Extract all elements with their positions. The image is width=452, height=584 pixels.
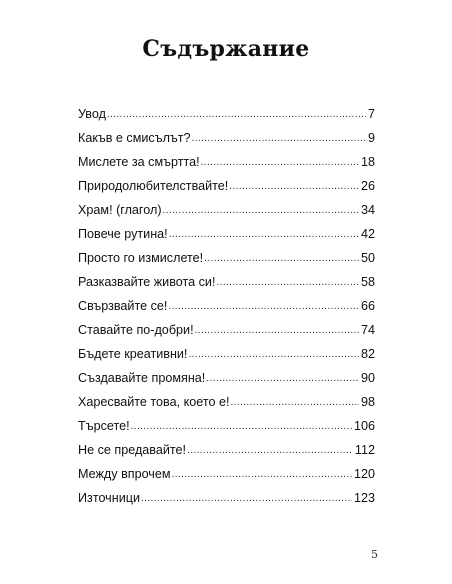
toc-entry-label: Какъв е смисълът? [78, 131, 191, 145]
toc-entry-page: 18 [360, 155, 375, 169]
toc-entry [78, 490, 375, 514]
toc-entry [78, 466, 375, 490]
toc-entry-page: 9 [367, 131, 375, 145]
page-number: 5 [371, 548, 378, 561]
dot-leader [204, 250, 359, 262]
toc-entry [78, 106, 375, 130]
toc-entry-label: Между впрочем [78, 467, 171, 481]
table-of-contents [78, 106, 375, 514]
toc-entry-page: 90 [360, 371, 375, 385]
toc-entry-label: Мислете за смъртта! [78, 155, 200, 169]
dot-leader [216, 274, 359, 286]
toc-entry-label: Природолюбителствайте! [78, 179, 229, 193]
dot-leader [163, 202, 359, 214]
toc-entry-label: Не се предавайте! [78, 443, 187, 457]
toc-entry-label: Източници [78, 491, 140, 505]
toc-entry-label: Бъдете креативни! [78, 347, 188, 361]
dot-leader [206, 370, 359, 382]
toc-entry-label: Повече рутина! [78, 227, 168, 241]
toc-entry-page: 74 [360, 323, 375, 337]
toc-entry-page: 66 [360, 299, 375, 313]
toc-entry [78, 418, 375, 442]
dot-leader [188, 346, 359, 358]
dot-leader [141, 490, 352, 502]
toc-entry-page: 123 [353, 491, 375, 505]
toc-entry [78, 442, 375, 466]
toc-entry-page: 34 [360, 203, 375, 217]
toc-entry-page: 106 [353, 419, 375, 433]
toc-entry [78, 226, 375, 250]
toc-entry [78, 370, 375, 394]
toc-entry-page: 98 [360, 395, 375, 409]
toc-entry-label: Увод [78, 107, 106, 121]
toc-entry-page: 26 [360, 179, 375, 193]
dot-leader [187, 442, 353, 454]
toc-entry [78, 298, 375, 322]
toc-entry [78, 250, 375, 274]
toc-entry-page: 82 [360, 347, 375, 361]
dot-leader [107, 106, 366, 118]
toc-entry-label: Създавайте промяна! [78, 371, 206, 385]
toc-entry-page: 58 [360, 275, 375, 289]
dot-leader [131, 418, 352, 430]
toc-entry-label: Разказвайте живота си! [78, 275, 216, 289]
toc-entry-label: Харесвайте това, което е! [78, 395, 230, 409]
toc-entry [78, 274, 375, 298]
dot-leader [169, 226, 359, 238]
toc-entry [78, 178, 375, 202]
toc-entry-page: 42 [360, 227, 375, 241]
toc-entry-label: Свързвайте се! [78, 299, 168, 313]
toc-entry-label: Търсете! [78, 419, 130, 433]
dot-leader [201, 154, 359, 166]
toc-entry [78, 394, 375, 418]
toc-entry [78, 154, 375, 178]
toc-entry-page: 50 [360, 251, 375, 265]
toc-entry-label: Просто го измислете! [78, 251, 204, 265]
dot-leader [172, 466, 352, 478]
dot-leader [230, 394, 359, 406]
toc-entry [78, 202, 375, 226]
toc-entry-label: Храм! (глагол) [78, 203, 162, 217]
toc-entry [78, 346, 375, 370]
dot-leader [229, 178, 359, 190]
dot-leader [195, 322, 359, 334]
dot-leader [192, 130, 366, 142]
toc-entry-page: 7 [367, 107, 375, 121]
dot-leader [168, 298, 359, 310]
toc-entry [78, 130, 375, 154]
toc-entry [78, 322, 375, 346]
page-title: Съдържание [142, 36, 310, 62]
toc-entry-page: 112 [354, 443, 375, 457]
toc-entry-page: 120 [353, 467, 375, 481]
toc-entry-label: Ставайте по-добри! [78, 323, 194, 337]
